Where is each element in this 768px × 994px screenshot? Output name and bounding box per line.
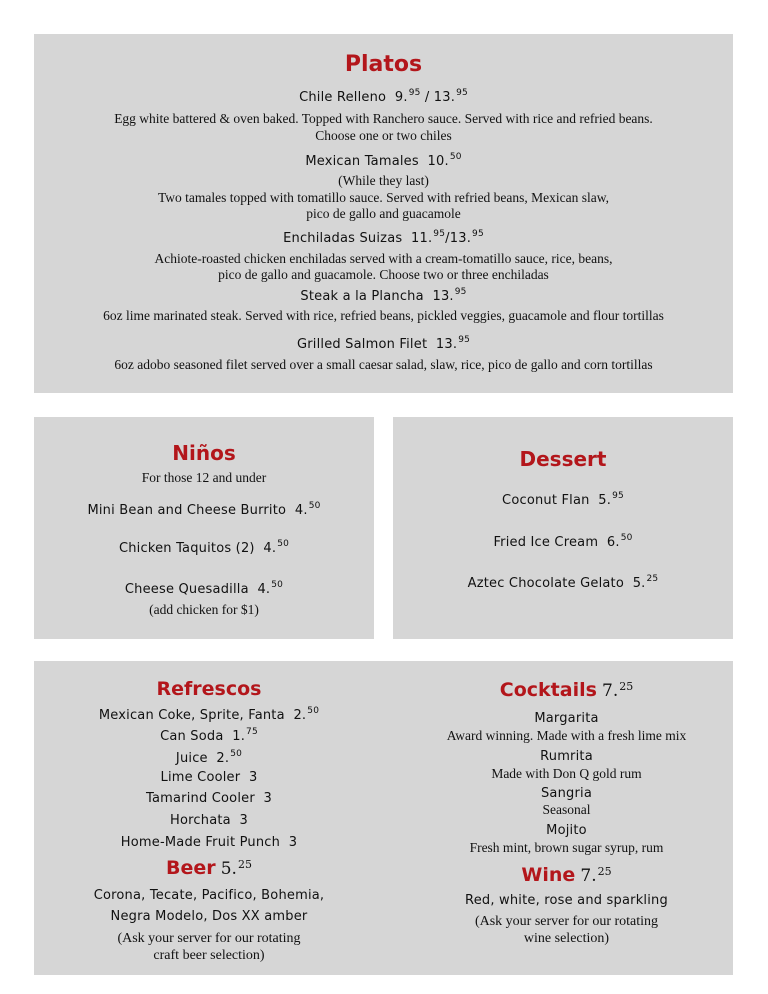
menu-item [34, 813, 384, 828]
price-cents: 50 [277, 539, 290, 549]
price-cents: 50 [620, 533, 633, 543]
item-price: 13. [433, 90, 456, 105]
wine-note: wine selection) [523, 931, 610, 946]
price-cents: 50 [307, 706, 320, 716]
price-cents: 25 [597, 865, 612, 878]
item-name: Cheese Quesadilla [124, 582, 249, 597]
item-name: Coconut Flan [502, 493, 590, 508]
item-description: pico de gallo and guacamole. Choose two or three enchiladas [218, 267, 549, 282]
item-price: 13. [449, 231, 472, 246]
item-price: 3 [248, 770, 258, 785]
price-cents: 95 [458, 335, 471, 345]
beer-list: Negra Modelo, Dos XX amber [110, 909, 308, 924]
menu-item [393, 533, 733, 550]
menu-item [34, 88, 733, 105]
item-price: 10. [427, 154, 449, 169]
price-cents: 25 [646, 574, 659, 584]
item-price: 5. [598, 493, 612, 508]
wine-list: Red, white, rose and sparkling [465, 893, 668, 908]
item-name: Juice [175, 751, 208, 766]
cocktail-name: Rumrita [540, 749, 593, 764]
refrescos-column [34, 661, 384, 975]
dessert-title: Dessert [519, 447, 607, 471]
price-cents: 50 [449, 152, 462, 162]
beer-list: Corona, Tecate, Pacifico, Bohemia, [93, 888, 325, 903]
price-separator: / [445, 231, 450, 246]
price-cents: 95 [408, 88, 421, 98]
cocktail-name: Margarita [534, 711, 599, 726]
platos-panel [34, 34, 733, 393]
wine-title: Wine [521, 864, 576, 886]
item-price: 2. [293, 708, 307, 723]
item-name: Can Soda [160, 729, 224, 744]
item-description: (While they last) [338, 173, 429, 188]
item-name: Enchiladas Suizas [283, 231, 403, 246]
item-description: Choose one or two chiles [315, 128, 452, 143]
price-cents: 50 [308, 501, 321, 511]
menu-item [34, 580, 374, 597]
price-cents: 50 [230, 749, 243, 759]
cocktail-desc: Award winning. Made with a fresh lime mix [446, 728, 687, 743]
ninos-subtitle: For those 12 and under [141, 470, 267, 485]
cocktail-name: Mojito [546, 823, 587, 838]
wine-price: 7. [580, 866, 597, 886]
menu-item [34, 501, 374, 518]
beer-title: Beer [166, 857, 216, 879]
price-cents: 75 [246, 727, 258, 737]
item-description: Two tamales topped with tomatillo sauce. Served with refried beans, Mexican slaw, [157, 190, 610, 205]
item-price: 4. [263, 541, 277, 556]
cocktails-price: 7. [602, 681, 619, 701]
item-price: 11. [411, 231, 433, 246]
ninos-panel [34, 417, 374, 639]
ninos-title: Niños [172, 441, 236, 465]
platos-title: Platos [344, 52, 423, 77]
menu-item [393, 574, 733, 591]
price-cents: 95 [472, 229, 484, 239]
cocktails-header [400, 679, 733, 701]
item-name: Steak a la Plancha [300, 289, 424, 304]
item-name: Tamarind Cooler [145, 791, 255, 806]
cocktail-desc: Seasonal [542, 802, 591, 817]
menu-item [34, 539, 374, 556]
price-cents: 95 [433, 229, 446, 239]
beer-price: 5. [220, 859, 237, 879]
item-name: Horchata [170, 813, 231, 828]
menu-item [34, 287, 733, 304]
item-description: pico de gallo and guacamole [306, 206, 461, 221]
item-price: 3 [263, 791, 273, 806]
item-price: 5. [632, 576, 646, 591]
price-cents: 25 [619, 680, 634, 693]
refrescos-title: Refrescos [156, 678, 262, 700]
item-name: Grilled Salmon Filet [296, 337, 428, 352]
item-price: 9. [394, 90, 408, 105]
item-price: 4. [294, 503, 308, 518]
item-name: Chicken Taquitos (2) [118, 541, 255, 556]
item-description: 6oz lime marinated steak. Served with rice, refried beans, pickled veggies, guacamole and flour tortillas [103, 308, 664, 323]
item-price: 13. [435, 337, 458, 352]
price-separator: / [420, 90, 434, 105]
price-cents: 95 [456, 88, 468, 98]
menu-item [34, 770, 384, 785]
drinks-panel [34, 661, 733, 975]
item-name: Aztec Chocolate Gelato [467, 576, 625, 591]
cocktails-title: Cocktails [499, 679, 597, 701]
menu-item [34, 835, 384, 850]
item-note: (add chicken for $1) [149, 602, 259, 617]
item-price: 4. [257, 582, 271, 597]
cocktails-column [400, 661, 733, 975]
item-price: 2. [216, 751, 230, 766]
item-price: 1. [232, 729, 246, 744]
menu-item [393, 491, 733, 508]
menu-item [34, 229, 733, 246]
cocktail-desc: Fresh mint, brown sugar syrup, rum [469, 840, 664, 855]
cocktail-name: Sangria [540, 786, 593, 801]
dessert-panel [393, 417, 733, 639]
item-description: Achiote-roasted chicken enchiladas served with a cream-tomatillo sauce, rice, beans, [154, 251, 613, 266]
menu-item [34, 152, 733, 169]
price-cents: 25 [237, 858, 252, 871]
menu-item [34, 727, 384, 744]
item-price: 13. [432, 289, 454, 304]
item-description: 6oz adobo seasoned filet served over a small caesar salad, slaw, rice, pico de gallo and corn tortillas [114, 357, 653, 372]
wine-header [400, 864, 733, 886]
beer-note: craft beer selection) [153, 948, 265, 963]
item-name: Lime Cooler [160, 770, 241, 785]
price-cents: 50 [271, 580, 284, 590]
menu-item [34, 749, 384, 766]
item-price: 6. [606, 535, 620, 550]
item-name: Mini Bean and Cheese Burrito [87, 503, 287, 518]
item-name: Fried Ice Cream [493, 535, 599, 550]
menu-item [34, 335, 733, 352]
item-name: Chile Relleno [299, 90, 387, 105]
price-cents: 95 [454, 287, 467, 297]
cocktail-desc: Made with Don Q gold rum [491, 766, 642, 781]
beer-note: (Ask your server for our rotating [117, 931, 301, 946]
item-description: Egg white battered & oven baked. Topped with Ranchero sauce. Served with rice and refried beans. [114, 111, 653, 126]
wine-note: (Ask your server for our rotating [474, 914, 659, 929]
item-price: 3 [239, 813, 248, 828]
item-price: 3 [288, 835, 298, 850]
menu-item [34, 791, 384, 806]
menu-item [34, 706, 384, 723]
item-name: Mexican Tamales [305, 154, 419, 169]
beer-header [34, 857, 384, 879]
item-name: Mexican Coke, Sprite, Fanta [98, 708, 285, 723]
price-cents: 95 [612, 491, 624, 501]
item-name: Home-Made Fruit Punch [120, 835, 281, 850]
